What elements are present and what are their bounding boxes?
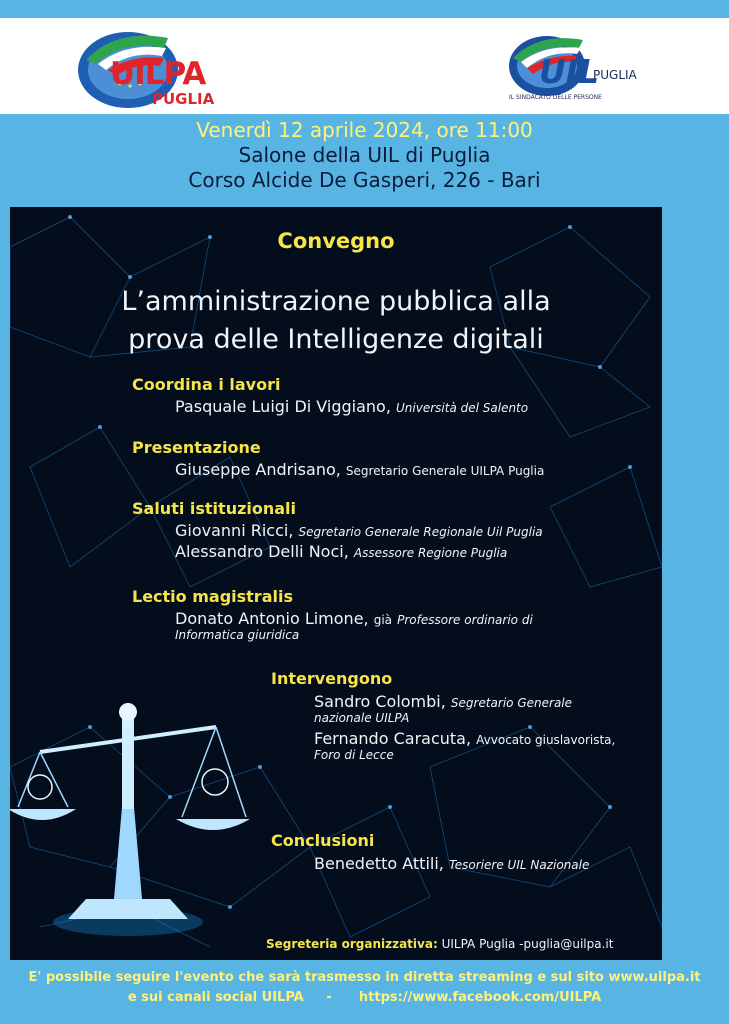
conference-title xyxy=(10,283,662,359)
section-lectio xyxy=(132,587,533,642)
speaker-role: Università del Salento xyxy=(396,401,529,415)
uilpa-wordmark: UILPA xyxy=(110,56,206,92)
uilpa-puglia-logo xyxy=(76,24,226,110)
speaker-name: Giuseppe Andrisano, xyxy=(175,460,341,479)
event-address: Corso Alcide De Gasperi, 226 - Bari xyxy=(188,168,541,192)
section-heading: Lectio magistralis xyxy=(132,587,293,606)
uilpa-region-label: PUGLIA xyxy=(152,90,215,108)
speaker-name: Alessandro Delli Noci, xyxy=(175,542,349,561)
speaker-name: Pasquale Luigi Di Viggiano, xyxy=(175,397,391,416)
section-heading: Intervengono xyxy=(271,669,393,688)
section-saluti xyxy=(132,499,543,561)
uil-wordmark: UIL xyxy=(539,52,600,91)
scale-of-justice-icon xyxy=(10,703,250,936)
segreteria-organizzativa xyxy=(266,937,613,951)
section-heading: Presentazione xyxy=(132,438,261,457)
footer-streaming-info xyxy=(0,968,729,1008)
speaker-role-line2: Foro di Lecce xyxy=(314,748,394,762)
section-presentazione xyxy=(132,438,544,479)
section-heading: Conclusioni xyxy=(271,831,375,850)
speaker-role: Professore ordinario di xyxy=(397,613,533,627)
speaker-role-line2: Informatica giuridica xyxy=(175,628,300,642)
program-panel xyxy=(10,207,662,960)
speaker-role: Tesoriere UIL Nazionale xyxy=(448,858,590,872)
section-conclusioni xyxy=(271,831,589,873)
speaker-role-prefix: già xyxy=(373,613,393,627)
speaker-role-line2: nazionale UILPA xyxy=(314,711,410,725)
speaker-name: Fernando Caracuta, xyxy=(314,729,472,748)
footer-line1: E' possibile seguire l'evento che sarà trasmesso in diretta streaming e sul sito www.uilpa.it xyxy=(28,970,701,985)
speaker-role: Segretario Generale xyxy=(450,696,573,710)
uil-tagline: IL SINDACATO DELLE PERSONE xyxy=(509,94,602,101)
segreteria-contact: UILPA Puglia -puglia@uilpa.it xyxy=(441,937,614,951)
footer-line2: e sui canali social UILPA - https://www.facebook.com/UILPA xyxy=(127,990,602,1005)
uil-puglia-logo xyxy=(505,28,655,110)
section-heading: Saluti istituzionali xyxy=(132,499,297,518)
header-bar xyxy=(0,18,729,114)
speaker-role: Assessore Regione Puglia xyxy=(353,546,508,560)
speaker-role: Segretario Generale UILPA Puglia xyxy=(345,464,545,478)
segreteria-label: Segreteria organizzativa: xyxy=(266,937,438,951)
section-heading: Coordina i lavori xyxy=(132,375,281,394)
section-coordina xyxy=(132,375,528,416)
speaker-name: Giovanni Ricci, xyxy=(175,521,294,540)
speaker-role: Avvocato giuslavorista, xyxy=(476,733,616,747)
speaker-name: Sandro Colombi, xyxy=(314,692,446,711)
uil-region-label: PUGLIA xyxy=(593,68,637,82)
convegno-label: Convegno xyxy=(277,229,395,253)
event-date-time: Venerdì 12 aprile 2024, ore 11:00 xyxy=(196,118,533,142)
speaker-name: Donato Antonio Limone, xyxy=(175,609,369,628)
event-venue: Salone della UIL di Puglia xyxy=(238,143,491,167)
speaker-name: Benedetto Attili, xyxy=(314,854,444,873)
section-intervengono xyxy=(271,669,615,762)
conference-title-line1: L’amministrazione pubblica alla xyxy=(121,286,551,317)
conference-title-line2: prova delle Intelligenze digitali xyxy=(128,324,544,355)
event-info xyxy=(0,118,729,193)
speaker-role: Segretario Generale Regionale Uil Puglia xyxy=(298,525,543,539)
